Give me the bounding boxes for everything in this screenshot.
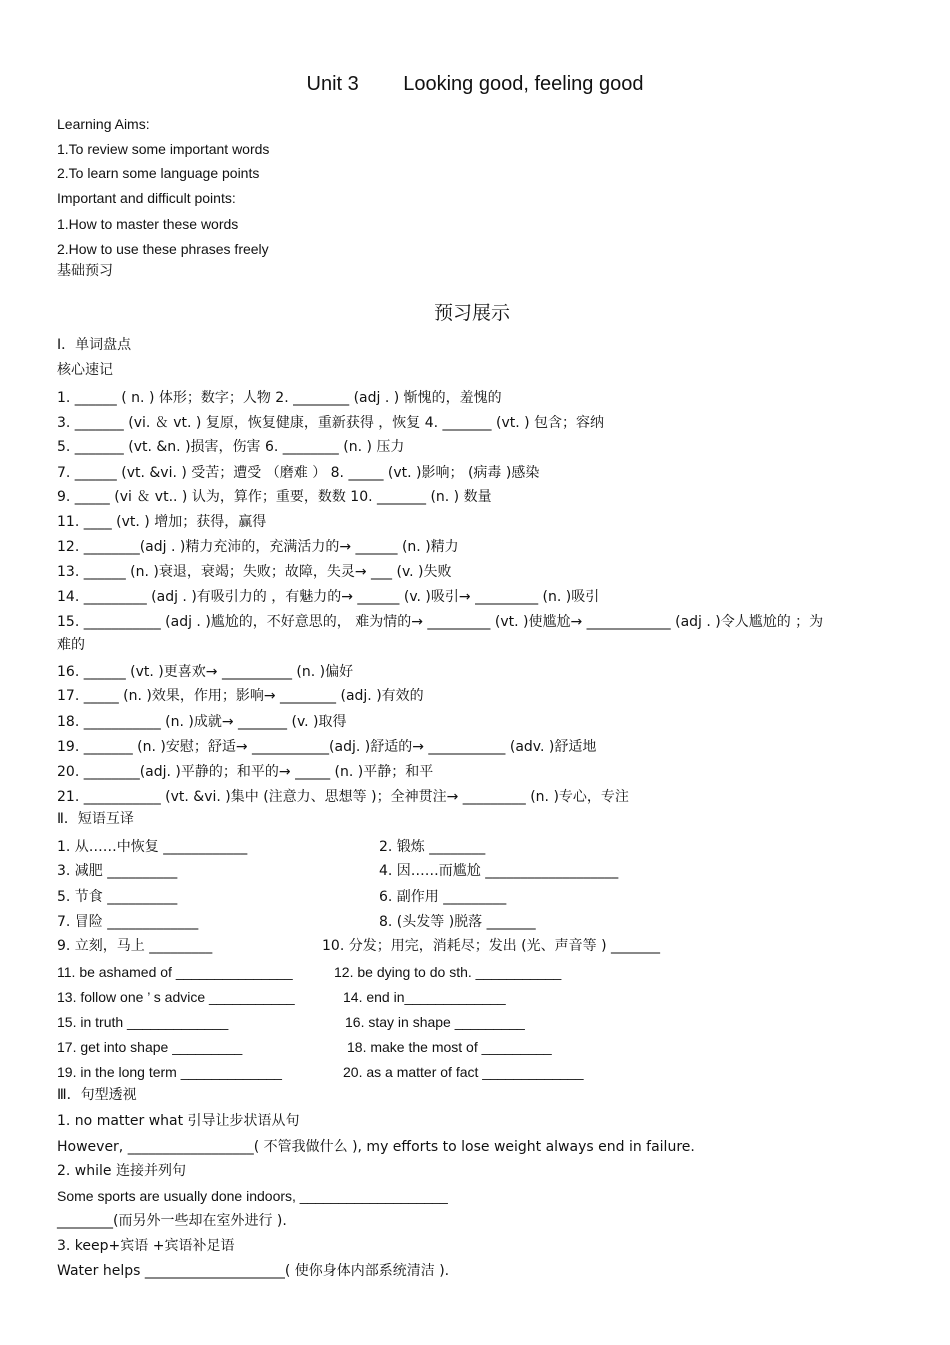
phrase-item: 9. 立刻，马上 _________ — [57, 938, 213, 954]
sentence-exercise: However, __________________( 不管我做什么 ), my efforts to lose weight always end in failure. — [57, 1139, 695, 1155]
word-line: 14. _________ (adj . )有吸引力的 ，有魅力的→ ______ (v. )吸引→ _________ (n. )吸引 — [57, 589, 600, 605]
word-line: 12. ________(adj . )精力充沛的，充满活力的→ ______ (n. )精力 — [57, 539, 459, 555]
preview-label: 基础预习 — [57, 263, 113, 279]
word-line: 13. ______ (n. )衰退，衰竭；失败；故障，失灵→ ___ (v. )失败 — [57, 564, 452, 580]
word-line: 15. ___________ (adj . )尴尬的，不好意思的， 难为情的→ _________ (vt. )使尴尬→ ____________ (adj . )令人尴尬的 ；为 — [57, 614, 824, 630]
word-line: 21. ___________ (vt. &vi. )集中 (注意力、思想等 )；全神贯注→ _________ (n. )专心，专注 — [57, 789, 629, 805]
phrase-item: 2. 锻炼 ________ — [379, 839, 486, 855]
word-line: 3. _______ (vi. ＆ vt. ) 复原，恢复健康，重新获得 ，恢复 4. _______ (vt. ) 包含；容纳 — [57, 415, 605, 431]
part1-subheading: 核心速记 — [57, 362, 113, 378]
phrase-item: 3. 减肥 __________ — [57, 863, 178, 879]
sentence-pattern: 3. keep+宾语 +宾语补足语 — [57, 1238, 235, 1254]
phrase-item: 1. 从……中恢复 ____________ — [57, 839, 248, 855]
phrase-item: 6. 副作用 _________ — [379, 889, 507, 905]
phrase-item: 17. get into shape _________ — [57, 1039, 243, 1055]
difficult-item: 1.How to master these words — [57, 216, 239, 232]
sentence-exercise: Water helps ____________________( 使你身体内部系统清洁 ). — [57, 1263, 450, 1279]
sentence-exercise: ________(而另外一些却在室外进行 ). — [57, 1213, 287, 1229]
sentence-pattern: 1. no matter what 引导让步状语从句 — [57, 1113, 300, 1129]
phrase-item: 15. in truth _____________ — [57, 1014, 229, 1030]
phrase-item: 4. 因……而尴尬 ___________________ — [379, 863, 619, 879]
part3-heading: Ⅲ．句型透视 — [57, 1087, 137, 1103]
phrase-item: 11. be ashamed of _______________ — [57, 964, 293, 980]
phrase-item: 5. 节食 __________ — [57, 889, 178, 905]
word-line: 5. _______ (vt. &n. )损害，伤害 6. ________ (n. ) 压力 — [57, 439, 405, 455]
part2-heading: Ⅱ．短语互译 — [57, 811, 134, 827]
phrase-item: 19. in the long term _____________ — [57, 1064, 282, 1080]
section-title: 预习展示 — [433, 302, 510, 324]
phrase-item: 7. 冒险 _____________ — [57, 914, 199, 930]
phrase-item: 12. be dying to do sth. ___________ — [334, 964, 562, 980]
phrase-item: 16. stay in shape _________ — [345, 1014, 525, 1030]
phrase-item: 20. as a matter of fact _____________ — [343, 1064, 584, 1080]
word-line: 难的 — [57, 637, 85, 653]
word-line: 1. ______ ( n. ) 体形；数字；人物 2. ________ (adj . ) 惭愧的，羞愧的 — [57, 390, 502, 406]
word-line: 20. ________(adj. )平静的；和平的→ _____ (n. )平静；和平 — [57, 764, 434, 780]
aim-item: 1.To review some important words — [57, 141, 270, 157]
phrase-item: 14. end in_____________ — [343, 989, 506, 1005]
phrase-item: 10. 分发；用完，消耗尽；发出 (光、声音等 ) _______ — [322, 938, 660, 954]
word-line: 9. _____ (vi ＆ vt.. ) 认为，算作；重要，数数 10. _______ (n. ) 数量 — [57, 489, 492, 505]
difficult-points-label: Important and difficult points: — [57, 190, 236, 206]
word-line: 7. ______ (vt. &vi. ) 受苦；遭受 （磨难 ） 8. _____ (vt. )影响； (病毒 )感染 — [57, 465, 540, 481]
page-title: Unit 3 Looking good, feeling good — [306, 73, 644, 95]
part1-heading: Ⅰ．单词盘点 — [57, 337, 132, 353]
word-line: 19. _______ (n. )安慰；舒适→ ___________(adj. )舒适的→ ___________ (adv. )舒适地 — [57, 739, 597, 755]
word-line: 11. ____ (vt. ) 增加；获得，赢得 — [57, 514, 267, 530]
phrase-item: 13. follow one ’ s advice ___________ — [57, 989, 295, 1005]
difficult-item: 2.How to use these phrases freely — [57, 241, 269, 257]
word-line: 17. _____ (n. )效果，作用；影响→ ________ (adj. )有效的 — [57, 688, 424, 704]
sentence-exercise: Some sports are usually done indoors, ___________________ — [57, 1188, 448, 1204]
word-line: 16. ______ (vt. )更喜欢→ __________ (n. )偏好 — [57, 664, 354, 680]
phrase-item: 18. make the most of _________ — [347, 1039, 552, 1055]
sentence-pattern: 2. while 连接并列句 — [57, 1163, 186, 1179]
learning-aims-label: Learning Aims: — [57, 116, 150, 132]
word-line: 18. ___________ (n. )成就→ _______ (v. )取得 — [57, 714, 347, 730]
aim-item: 2.To learn some language points — [57, 165, 260, 181]
phrase-item: 8. (头发等 )脱落 _______ — [379, 914, 536, 930]
